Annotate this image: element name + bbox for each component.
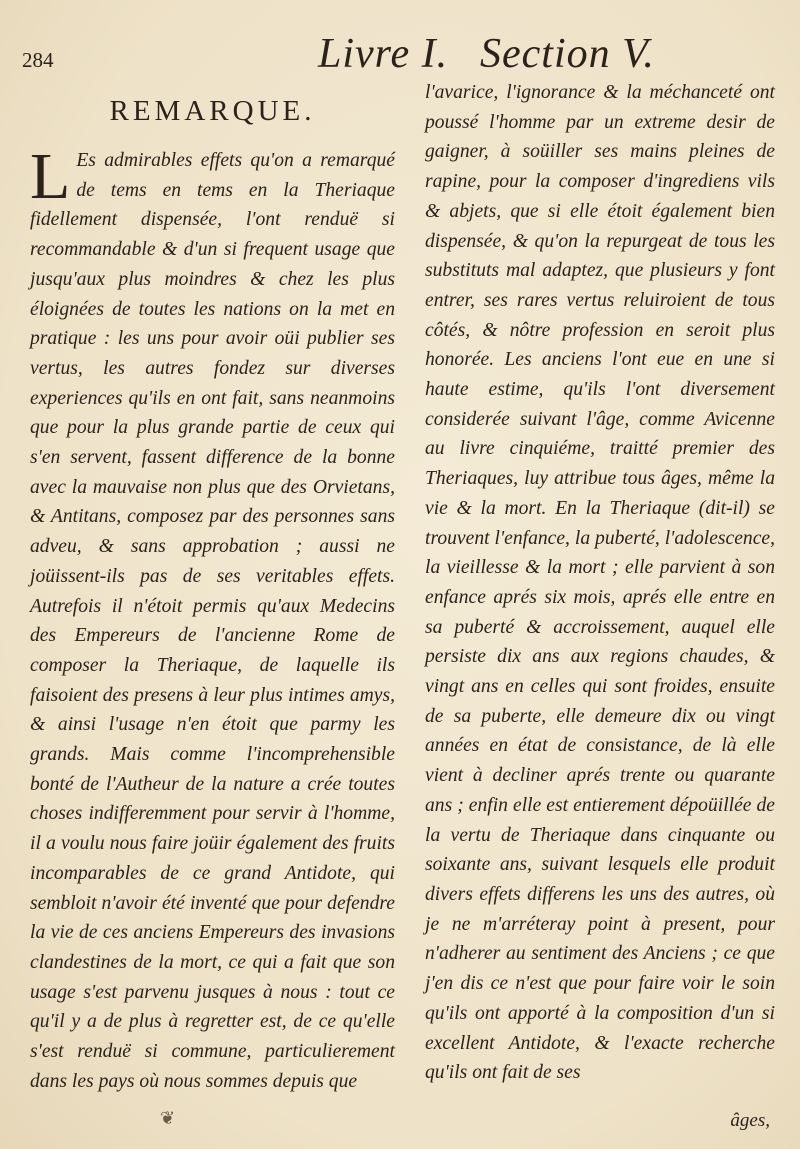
left-column (30, 95, 395, 1097)
left-body: Es admirables effets qu'on a remarqué de tems en tems en la Theriaque fidellement dispensée, l'ont renduë si recommandable & d'un si frequent usage que jusqu'aux plus moindres & chez les plus éloignées de toutes les nations on la met en pratique : les uns pour avoir oüi publier ses vertus, les autres fondez sur diverses experiences qu'ils en ont fait, sans neanmoins que pour la plus grande partie de ceux qui s'en servent, fassent difference de la bonne avec la mauvaise non plus que des Orvietans, & Antitans, composez par des personnes sans adveu, & sans approbation ; aussi ne joüissent-ils pas de ses veritables effets. Autrefois il n'étoit permis qu'aux Medecins des Empereurs de l'ancienne Rome de composer la Theriaque, de laquelle ils faisoient des presens à leur plus intimes amys, & ainsi l'usage n'en étoit que parmy les grands. Mais comme l'incomprehensible bonté de l'Autheur de la nature a crée toutes choses indifferemment pour servir à l'homme, il a voulu nous faire joüir également des fruits incomparables de ce grand Antidote, qui sembloit n'avoir été inventé que pour defendre la vie de ces anciens Empereurs des invasions clandestines de la mort, ce qui a fait que son usage s'est parvenu jusques à nous : tout ce qu'il y a de plus à regretter est, de ce qu'elle s'est renduë si commune, particulierement dans les pays où nous sommes depuis que (30, 150, 395, 1092)
right-column-text: l'avarice, l'ignorance & la méchanceté ont poussé l'homme par un extreme desir de gaigner, à soüiller ses mains pleines de rapine, pour la composer d'ingrediens vils & abjets, que si elle étoit également bien dispensée, & qu'on la repurgeat de tous les substituts mal adaptez, que plusieurs y font entrer, ses rares vertus reluiroient de tous côtés, & nôtre profession en seroit plus honorée. Les anciens l'ont eue en une si haute estime, qu'ils l'ont diversement considerée suivant l'âge, comme Avicenne au livre cinquiéme, traitté premier des Theriaques, luy attribue tous âges, même la vie & la mort. En la Theriaque (dit-il) se trouvent l'enfance, la puberté, l'adolescence, la vieillesse & la mort ; elle parvient à son enfance aprés six mois, aprés elle entre en sa puberté & accroissement, auquel elle persiste dix ans aux regions chaudes, & vingt ans en celles qui sont froides, ensuite de sa puberte, elle demeure dix ou vingt années en état de consistance, de là elle vient à decliner aprés trente ou quarante ans ; enfin elle est entierement dépoüillée de la vertu de Theriaque dans cinquante ou soixante ans, suivant lesquels elle produit divers effets differens les uns des autres, où je ne m'arréteray point à present, pour n'adherer au sentiment des Anciens ; ce que j'en dis ce n'est que pour faire voir le soin qu'ils ont apporté à la composition d'un si excellent Antidote, & l'exacte recherche qu'ils ont fait de ses (425, 82, 775, 1084)
running-title-left: Livre I. (318, 31, 449, 77)
page-number: 284 (22, 48, 54, 72)
right-column (425, 78, 775, 1088)
drop-cap: L (30, 140, 71, 213)
running-title-right: Section V. (480, 31, 655, 77)
left-column-text (30, 140, 395, 1097)
page-header (0, 28, 800, 78)
section-heading: REMARQUE. (109, 95, 316, 127)
catchword: âges, (730, 1110, 770, 1131)
ornament-icon: ❦ (160, 1108, 176, 1129)
